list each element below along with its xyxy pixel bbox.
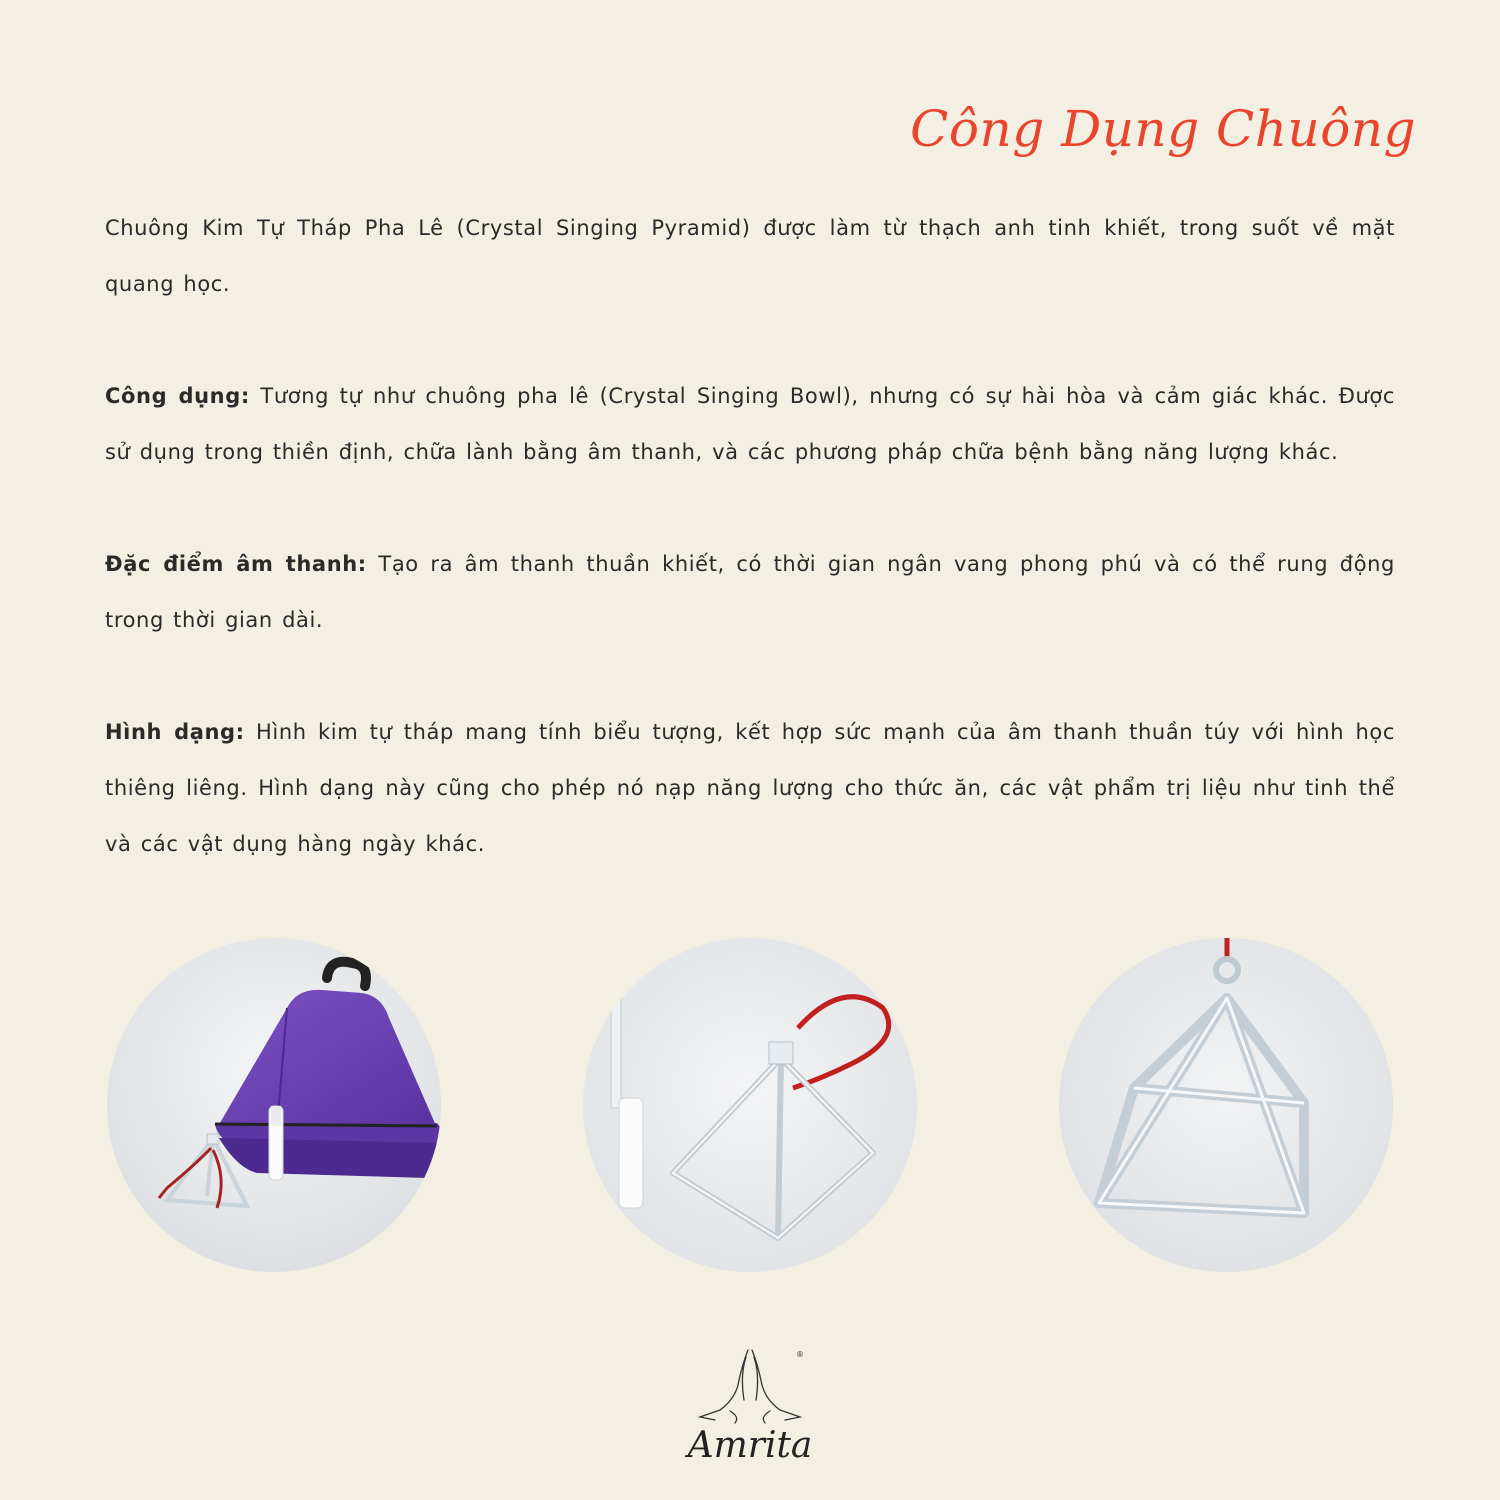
praying-hands-icon: [690, 1345, 810, 1425]
content: [105, 200, 1395, 872]
brand-name: Amrita: [687, 1425, 813, 1466]
section-label: Hình dạng:: [105, 720, 245, 744]
photo-pyramid-hanging: [1059, 938, 1393, 1272]
photo-pyramid-with-bag: [107, 938, 441, 1272]
brand-logo: [660, 1345, 840, 1475]
section-sound: [105, 536, 1395, 648]
photo-row: [0, 938, 1500, 1274]
section-text: Hình kim tự tháp mang tính biểu tượng, kết hợp sức mạnh của âm thanh thuần túy với hình học thiêng liêng. Hình dạng này cũng cho phép nó nạp năng lượng cho thức ăn, các vật phẩm trị liệu như tinh thể và các vật dụng hàng ngày khác.: [105, 720, 1395, 856]
section-label: Công dụng:: [105, 384, 250, 408]
section-shape: [105, 704, 1395, 872]
photo-pyramid-closeup: [583, 938, 917, 1272]
section-uses: [105, 368, 1395, 480]
section-label: Đặc điểm âm thanh:: [105, 552, 367, 576]
section-text: Tạo ra âm thanh thuần khiết, có thời gian ngân vang phong phú và có thể rung động trong thời gian dài.: [105, 552, 1395, 632]
section-text: Tương tự như chuông pha lê (Crystal Singing Bowl), nhưng có sự hài hòa và cảm giác khác. Được sử dụng trong thiền định, chữa lành bằng âm thanh, và các phương pháp chữa bệnh bằng năng lượng khác.: [105, 384, 1395, 464]
registered-mark: ®: [796, 1350, 804, 1359]
page-title: Công Dụng Chuông: [910, 100, 1416, 158]
intro-paragraph: Chuông Kim Tự Tháp Pha Lê (Crystal Singing Pyramid) được làm từ thạch anh tinh khiết, trong suốt về mặt quang học.: [105, 216, 1395, 296]
